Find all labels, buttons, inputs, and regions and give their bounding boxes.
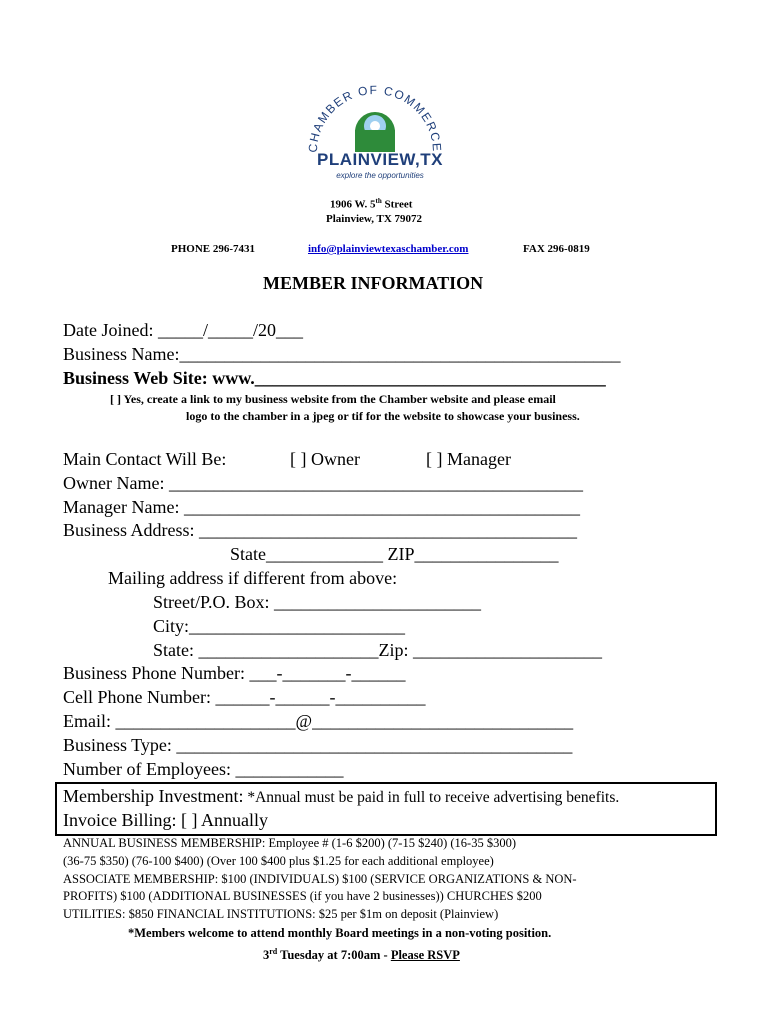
associate-membership-note-1: ASSOCIATE MEMBERSHIP: $100 (INDIVIDUALS) $100 (SERVICE ORGANIZATIONS & NON- — [63, 872, 577, 886]
rsvp-link[interactable]: Please RSVP — [390, 948, 460, 963]
web-site-field[interactable]: Business Web Site: www._______________________________________ — [63, 368, 606, 388]
state-zip2-field[interactable]: State: ____________________Zip: _____________________ — [153, 640, 602, 660]
business-address-field[interactable]: Business Address: __________________________________________ — [63, 520, 578, 540]
address-street: 1906 W. 5th Street — [330, 197, 413, 211]
business-phone-field[interactable]: Business Phone Number: ___-_______-______ — [63, 663, 406, 683]
manager-name-field[interactable]: Manager Name: ____________________________________________ — [63, 497, 580, 517]
owner-checkbox[interactable]: [ ] Owner — [290, 449, 360, 469]
manager-checkbox[interactable]: [ ] Manager — [426, 449, 511, 469]
logo-name: PLAINVIEW,TX — [317, 150, 443, 169]
utilities-note: UTILITIES: $850 FINANCIAL INSTITUTIONS: $25 per $1m on deposit (Plainview) — [63, 907, 499, 921]
main-contact-label: Main Contact Will Be: — [63, 449, 227, 469]
page-title: MEMBER INFORMATION — [263, 273, 484, 293]
fax: FAX 296-0819 — [523, 243, 590, 255]
board-meetings-note: *Members welcome to attend monthly Board meetings in a non-voting position. — [128, 926, 552, 940]
mailing-address-label: Mailing address if different from above: — [108, 568, 398, 588]
address-city: Plainview, TX 79072 — [326, 213, 423, 225]
date-joined-field[interactable]: Date Joined: _____/_____/20___ — [63, 320, 303, 340]
city-field[interactable]: City:________________________ — [153, 616, 406, 636]
email-field[interactable]: Email: ____________________@_____________________________ — [63, 711, 574, 731]
meeting-time-note: 3rd Tuesday at 7:00am - Please RSVP — [263, 947, 460, 963]
link-checkbox-line1[interactable]: [ ] Yes, create a link to my business website from the Chamber website and please email — [110, 392, 556, 406]
logo-arc-text: CHAMBER OF COMMERCE — [305, 82, 445, 153]
business-name-field[interactable]: Business Name:_________________________________________________ — [63, 344, 621, 364]
associate-membership-note-2: PROFITS) $100 (ADDITIONAL BUSINESSES (if you have 2 businesses)) CHURCHES $200 — [63, 889, 542, 903]
invoice-billing-checkbox[interactable]: Invoice Billing: [ ] Annually — [63, 810, 268, 830]
phone: PHONE 296-7431 — [171, 243, 256, 255]
membership-investment: Membership Investment: *Annual must be paid in full to receive advertising benefits. — [63, 786, 620, 806]
email-link[interactable]: info@plainviewtexaschamber.com — [308, 243, 469, 255]
owner-name-field[interactable]: Owner Name: ______________________________________________ — [63, 473, 583, 493]
street-po-field[interactable]: Street/P.O. Box: _______________________ — [153, 592, 482, 612]
business-type-field[interactable]: Business Type: ____________________________________________ — [63, 735, 573, 755]
employees-field[interactable]: Number of Employees: ____________ — [63, 759, 344, 779]
state-zip-field[interactable]: State_____________ ZIP________________ — [230, 544, 559, 564]
annual-membership-note-2: (36-75 $350) (76-100 $400) (Over 100 $400 plus $1.25 for each additional employee) — [63, 854, 494, 868]
logo-tagline: explore the opportunities — [336, 171, 424, 180]
annual-membership-note-1: ANNUAL BUSINESS MEMBERSHIP: Employee # (1-6 $200) (7-15 $240) (16-35 $300) — [63, 836, 516, 850]
cell-phone-field[interactable]: Cell Phone Number: ______-______-__________ — [63, 687, 426, 707]
link-checkbox-line2: logo to the chamber in a jpeg or tif for the website to showcase your business. — [186, 409, 580, 423]
